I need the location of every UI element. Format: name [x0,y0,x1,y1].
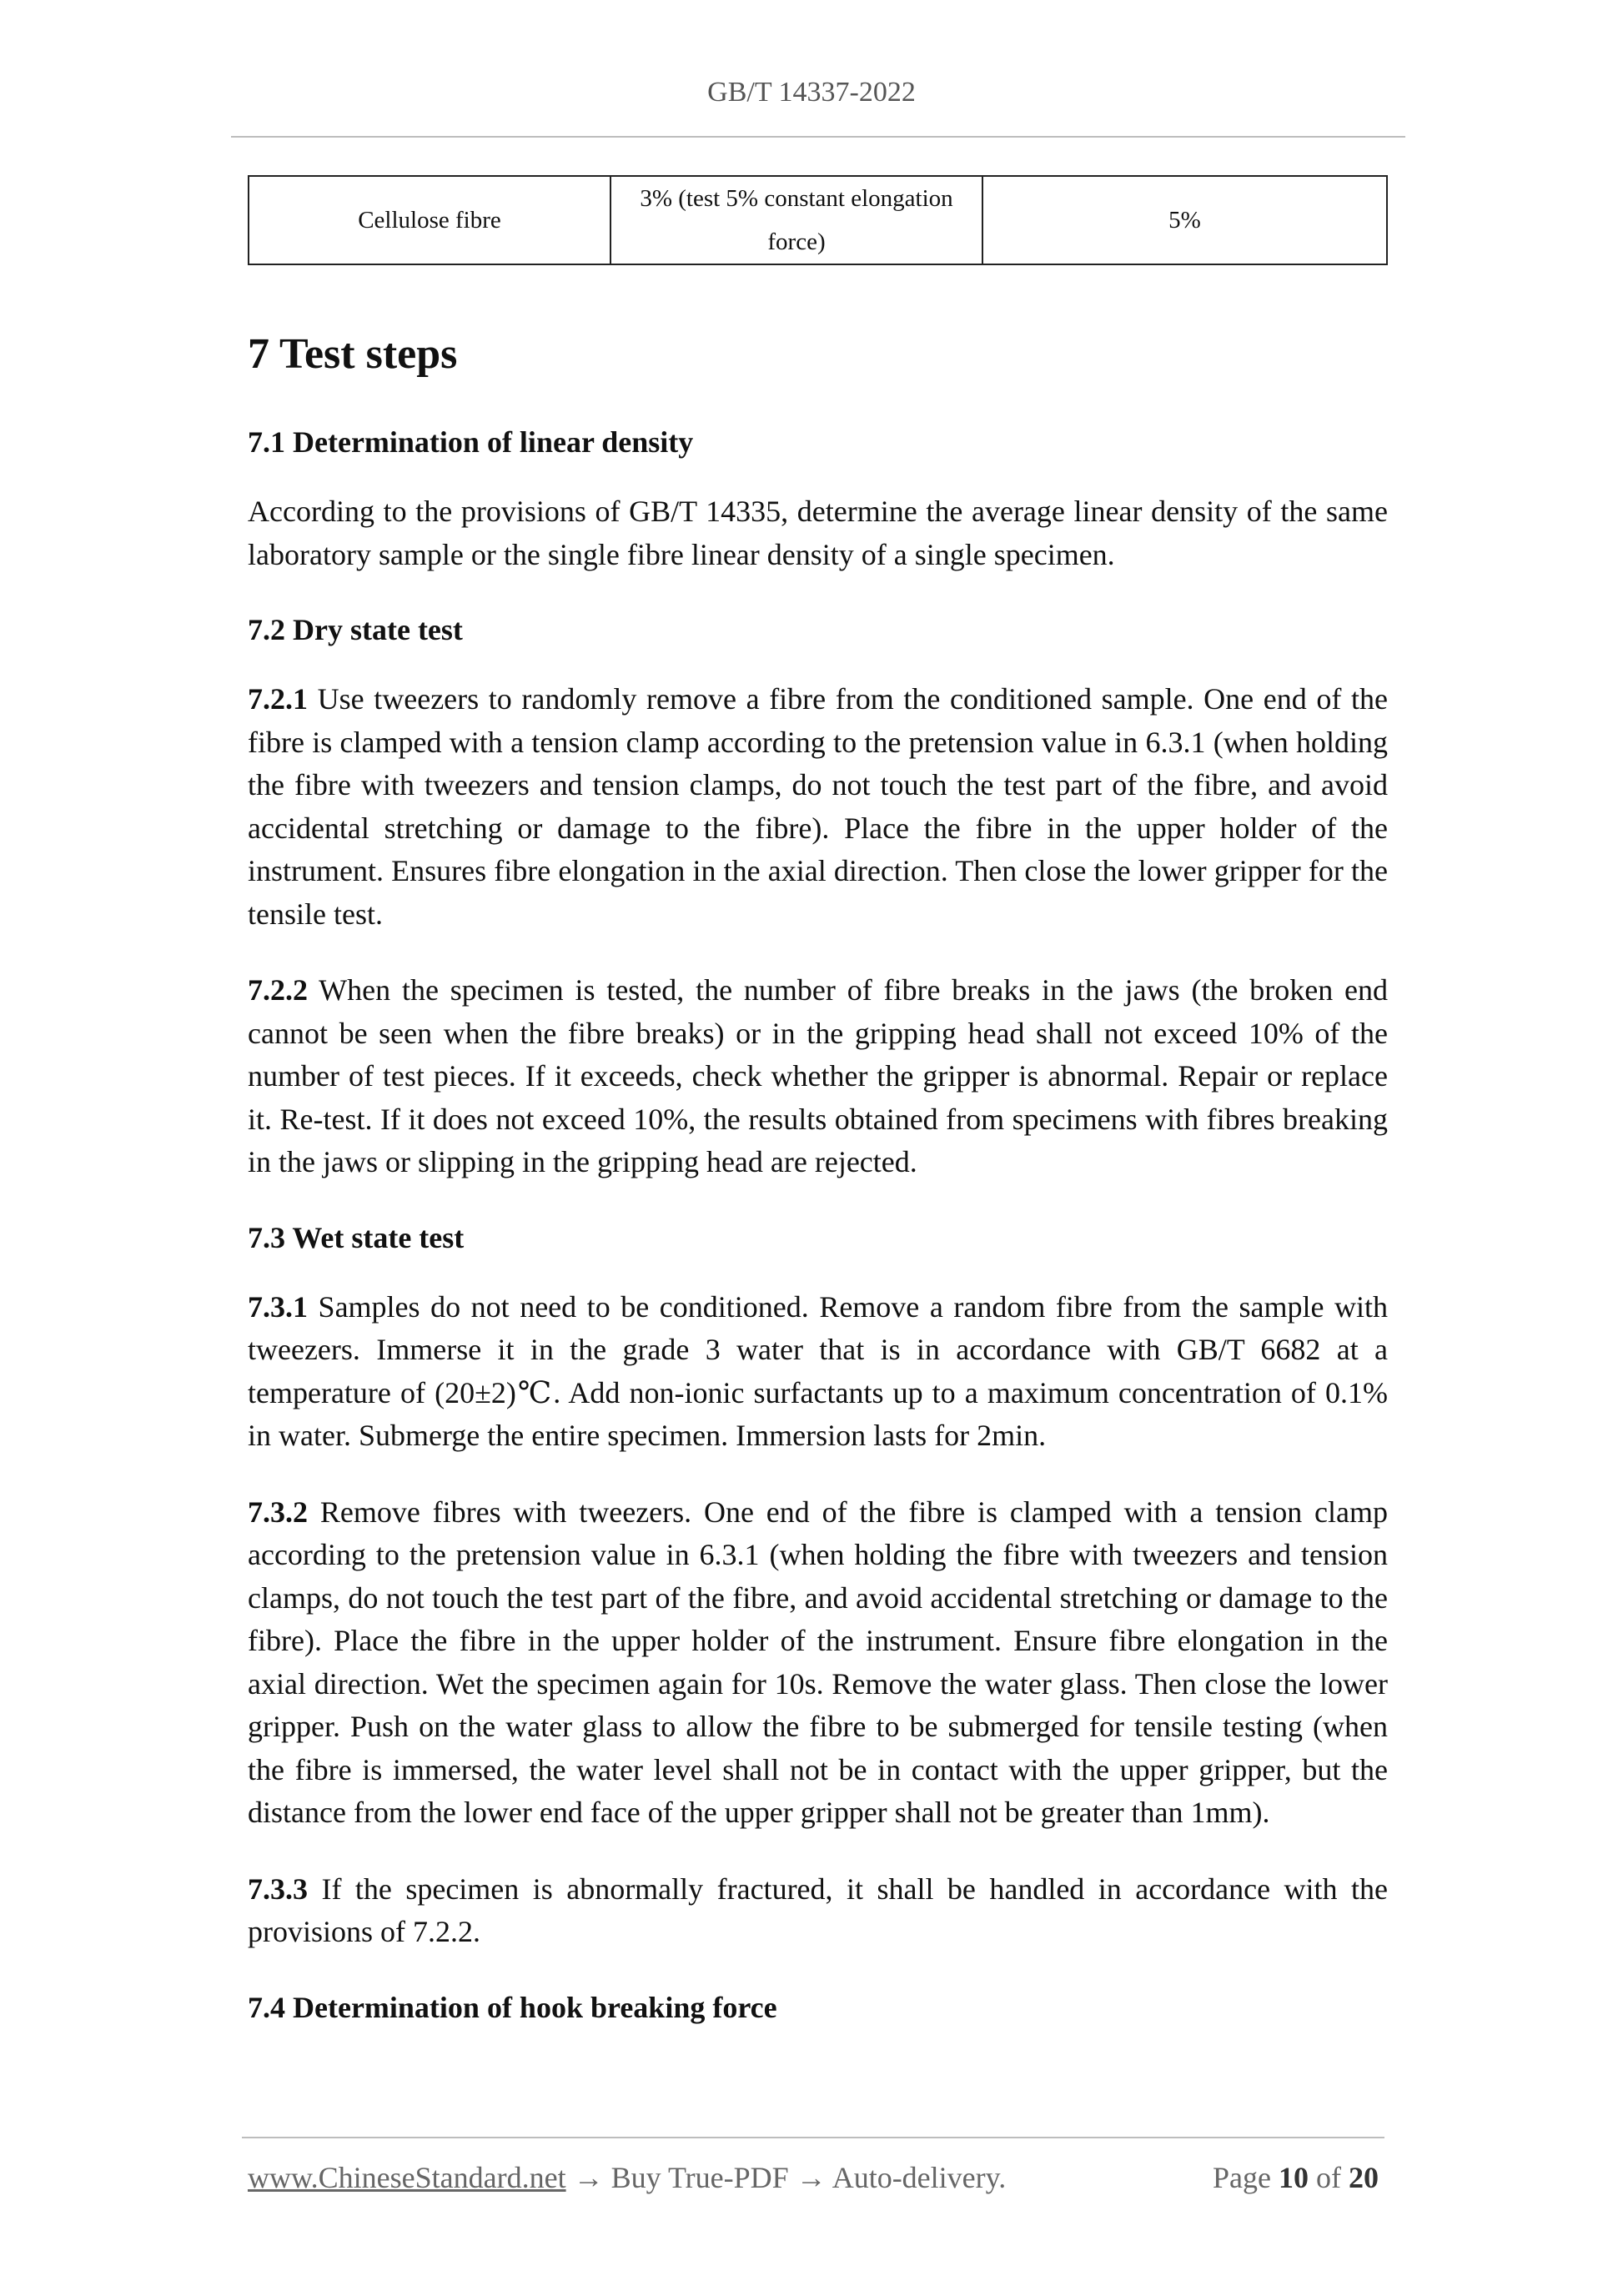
clause-text: Remove fibres with tweezers. One end of the fibre is clamped with a tension clamp according to the pretension value in 6.3.1 (when holding the fibre with tweezers and tension clamps, do not touch the test part of the fibre, and avoid accidental stretching or damage to the fibre). Place the fibre in the upper holder of the instrument. Ensure fibre elongation in the axial direction. Wet the specimen again for 10s. Remove the water glass. Then close the lower gripper. Push on the water glass to allow the fibre to be submerged for tensile testing (when the fibre is immersed, the water level shall not be in contact with the upper gripper, but the distance from the lower end face of the upper gripper shall not be greater than 1mm). [248,1495,1388,1829]
footer-divider [242,2137,1384,2138]
heading-7-2: 7.2 Dry state test [248,613,463,646]
clause-number: 7.3.1 [248,1289,308,1324]
clause-text: If the specimen is abnormally fractured, it shall be handled in accordance with the provisions of 7.2.2. [248,1871,1388,1948]
clause-text: Samples do not need to be conditioned. Remove a random fibre from the sample with tweezers. Immerse it in the grade 3 water that is in accordance with GB/T 6682 at a temperature of (20±2)℃. Add non-ionic surfactants up to a maximum concentration of 0.1% in water. Submerge the entire specimen. Immersion lasts for 2min. [248,1289,1388,1452]
heading-7-3: 7.3 Wet state test [248,1220,465,1254]
heading-7-4: 7.4 Determination of hook breaking force [248,1990,777,2024]
page-indicator [1213,2160,1379,2195]
site-link[interactable]: www.ChineseStandard.net [248,2161,566,2194]
spec-table [248,175,1388,265]
page-label: Page [1213,2161,1279,2194]
paragraph-7-3-2 [248,1491,1388,1835]
paragraph-7-2-2 [248,969,1388,1184]
clause-text: When the specimen is tested, the number of fibre breaks in the jaws (the broken end cannot be seen when the fibre breaks) or in the gripping head shall not exceed 10% of the number of test pieces. If it exceeds, check whether the gripper is abnormal. Repair or replace it. Re-test. If it does not exceed 10%, the results obtained from specimens with fibres breaking in the jaws or slipping in the gripping head are rejected. [248,973,1388,1178]
pretension-line-2: force) [767,229,826,255]
section-title: 7 Test steps [248,330,458,378]
clause-number: 7.3.2 [248,1495,308,1529]
page-total: 20 [1349,2161,1379,2194]
clause-number: 7.3.3 [248,1871,308,1906]
of-label: of [1309,2161,1349,2194]
paragraph-7-1: According to the provisions of GB/T 14335, determine the average linear density of the same laboratory sample or the single fibre linear density of a single specimen. [248,495,1388,571]
header-divider [231,136,1405,138]
table-cell-fibre-type: Cellulose fibre [249,176,611,264]
table-cell-pretension [611,176,982,264]
paragraph-7-2-1 [248,678,1388,936]
footer-promo [248,2160,1006,2195]
clause-number: 7.2.1 [248,682,308,716]
pretension-line-1: 3% (test 5% constant elongation [640,185,953,212]
main-content [248,325,1388,2056]
page-number: 10 [1279,2161,1309,2194]
table-row [249,176,1387,264]
clause-number: 7.2.2 [248,973,308,1007]
paragraph-7-3-1 [248,1286,1388,1458]
heading-7-1: 7.1 Determination of linear density [248,425,694,459]
page-footer [248,2160,1379,2195]
paragraph-7-3-3 [248,1868,1388,1954]
table-cell-value: 5% [982,176,1387,264]
clause-text: Use tweezers to randomly remove a fibre from the conditioned sample. One end of the fibre is clamped with a tension clamp according to the pretension value in 6.3.1 (when holding the fibre with tweezers and tension clamps, do not touch the test part of the fibre, and avoid accidental stretching or damage to the fibre). Place the fibre in the upper holder of the instrument. Ensures fibre elongation in the axial direction. Then close the lower gripper for the tensile test. [248,682,1388,931]
document-code-header: GB/T 14337-2022 [707,77,916,108]
footer-promo-text: → Buy True-PDF → Auto-delivery. [565,2161,1007,2194]
